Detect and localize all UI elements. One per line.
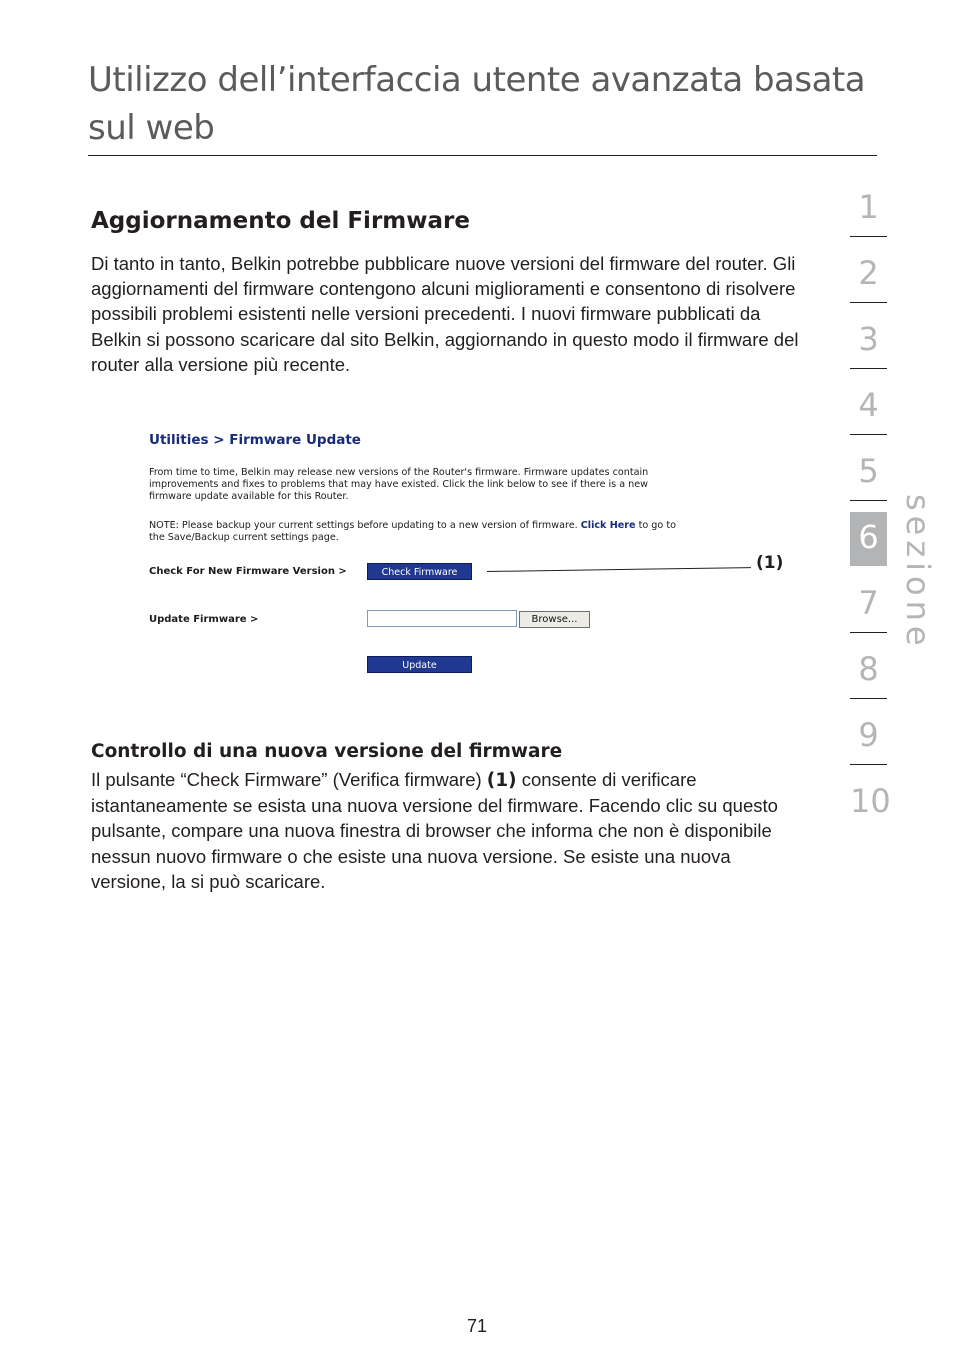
subsection-heading: Controllo di una nuova versione del firmware: [91, 741, 563, 762]
section-nav-item-7: 7: [850, 578, 887, 633]
section-nav-item-3: 3: [850, 314, 887, 369]
section-nav-item-5: 5: [850, 446, 887, 501]
check-firmware-paragraph: [91, 767, 806, 894]
firmware-update-screenshot: [149, 430, 789, 690]
firmware-file-input[interactable]: [367, 610, 517, 627]
section-nav-item-1: 1: [850, 182, 887, 237]
ui-note: [149, 520, 689, 544]
callout-label: (1): [756, 553, 784, 573]
section-nav-item-8: 8: [850, 644, 887, 699]
check-firmware-label: Check For New Firmware Version >: [149, 566, 347, 577]
click-here-link[interactable]: Click Here: [580, 520, 636, 531]
ui-description: From time to time, Belkin may release new versions of the Router's firmware. Firmware updates contain improvements and fixes to problems that may have existed. Click the link below to see if there is a new firmware update available for this Router.: [149, 467, 649, 502]
ui-page-heading: Utilities > Firmware Update: [149, 432, 361, 448]
ui-note-text-after: to go to the Save/Backup current settings page.: [149, 520, 676, 543]
section-heading: Aggiornamento del Firmware: [91, 208, 470, 234]
paragraph-text-after: consente di verificare istantaneamente se esista una nuova versione del firmware. Facendo clic su questo pulsante, compare una nuova finestra di browser che informa che non è disponibile nessun nuovo firmware o che esiste una nuova versione. Se esiste una nuova versione, la si può scaricare.: [91, 769, 778, 892]
ui-note-text: NOTE: Please backup your current settings before updating to a new version of firmware.: [149, 520, 578, 531]
section-nav-item-6-active: 6: [850, 512, 887, 567]
paragraph-text: Il pulsante “Check Firmware” (Verifica firmware): [91, 769, 482, 790]
section-nav-item-10: 10: [850, 782, 891, 820]
intro-paragraph: Di tanto in tanto, Belkin potrebbe pubblicare nuove versioni del firmware del router. Gli aggiornamenti del firmware contengono alcuni miglioramenti e consentono di risolvere possibili problemi esistenti nelle versioni precedenti. I nuovi firmware pubblicati da Belkin si possono scaricare dal sito Belkin, aggiornando in questo modo il firmware del router alla versione più recente.: [91, 253, 799, 375]
section-nav-item-4: 4: [850, 380, 887, 435]
check-firmware-button[interactable]: Check Firmware: [367, 563, 472, 580]
page-title: Utilizzo dell’interfaccia utente avanzata basata sul web: [88, 60, 866, 148]
page-number: 71: [466, 1316, 488, 1336]
callout-reference: (1): [486, 770, 517, 791]
update-firmware-label: Update Firmware >: [149, 614, 259, 625]
update-button[interactable]: Update: [367, 656, 472, 673]
section-nav: [850, 182, 891, 841]
section-nav-item-9: 9: [850, 710, 887, 765]
section-label: sezione: [899, 494, 937, 651]
section-nav-item-2: 2: [850, 248, 887, 303]
browse-button[interactable]: Browse...: [519, 611, 590, 628]
callout-leader-line: [487, 567, 751, 572]
title-divider: [88, 155, 877, 156]
